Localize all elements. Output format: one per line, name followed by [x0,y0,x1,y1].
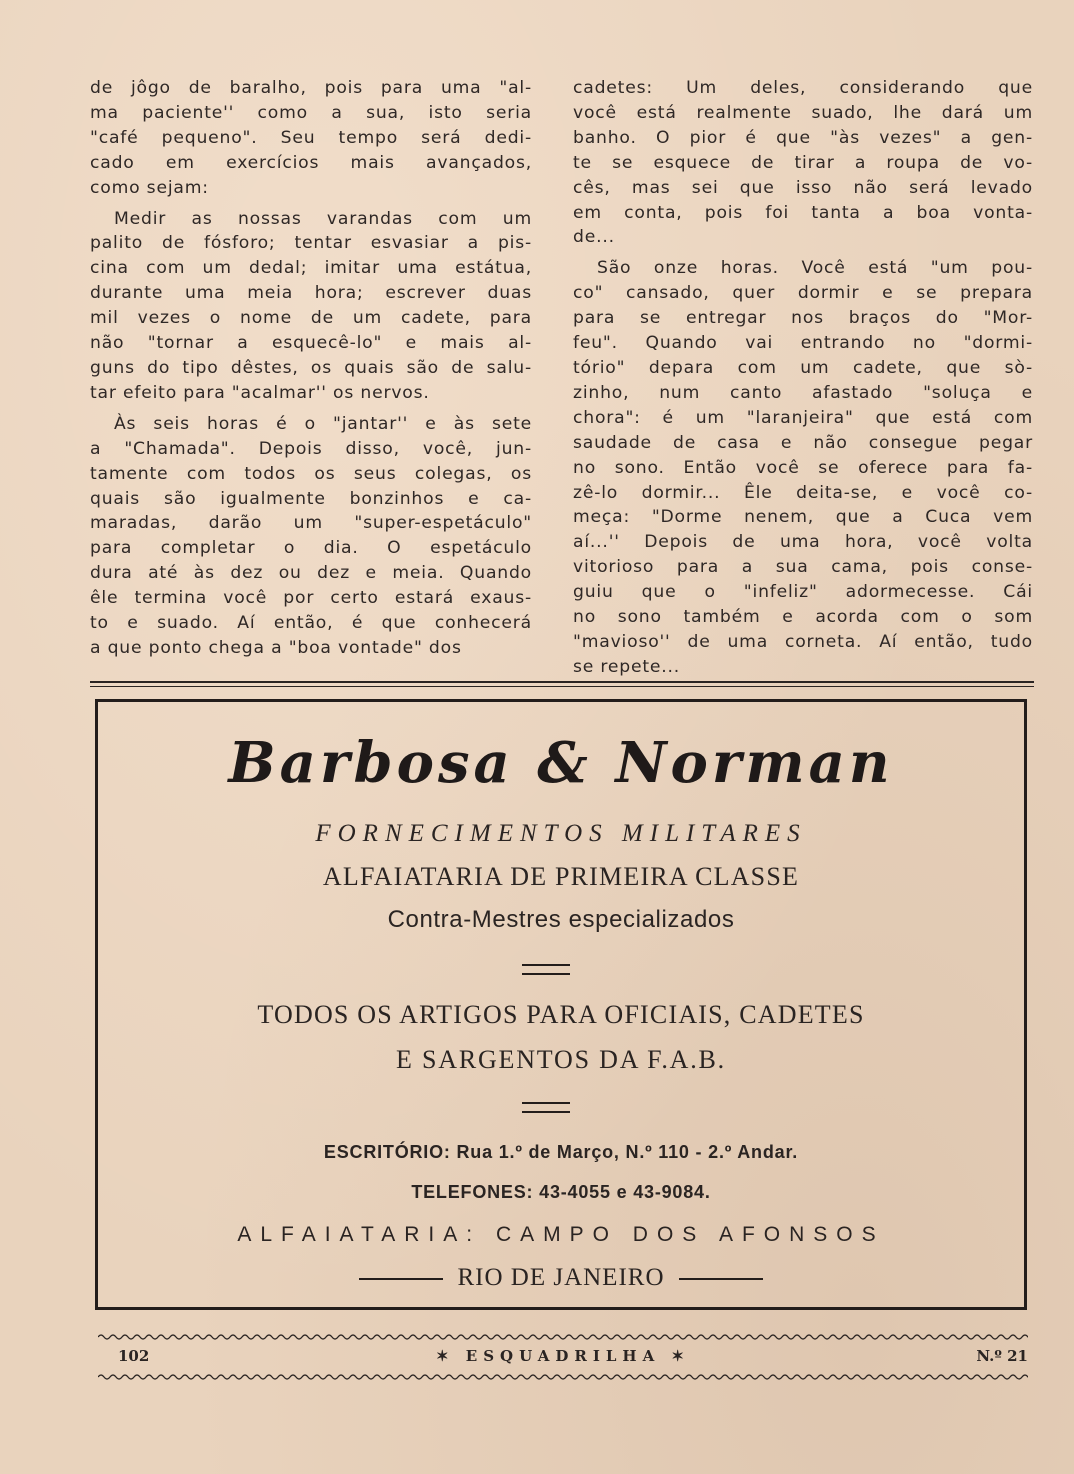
text-line: tório" depara com um cadete, que sò- [573,357,1033,378]
article-paragraph [90,207,532,406]
text-line: guns do tipo dêstes, os quais são de salu- [90,357,532,378]
text-line: tamente com todos os seus colegas, os [90,463,532,484]
ad-specialists: Contra-Mestres especializados [387,906,735,933]
text-line: banho. O pior é que "às vezes" a gen- [573,127,1033,148]
text-line: co" cansado, quer dormir e se prepara [573,283,1033,304]
dash-rule [679,1278,763,1280]
wavy-border-bottom [98,1372,1028,1382]
text-line: cina com um dedal; imitar uma estátua, [90,258,532,279]
ad-office-address: ESCRITÓRIO: Rua 1.º de Março, N.º 110 - 2.º Andar. [323,1142,799,1162]
double-rule-separator [522,964,570,975]
text-line: se repete... [573,656,681,677]
text-line: êle termina você por certo estará exaus- [90,588,532,609]
ad-tagline: ALFAIATARIA DE PRIMEIRA CLASSE [322,862,800,891]
text-line: cado em exercícios mais avançados, [90,152,532,173]
text-line: quais são igualmente bonzinhos e ca- [90,488,532,509]
text-line: tar efeito para "acalmar'' os nervos. [90,382,430,403]
page-number: 102 [118,1347,150,1365]
ad-tailor-location: ALFAIATARIA: CAMPO DOS AFONSOS [237,1223,885,1246]
text-line: feu". Quando vai entrando no "dormi- [573,333,1033,354]
dash-rule [359,1278,443,1280]
ad-phones: TELEFONES: 43-4055 e 43-9084. [411,1182,711,1202]
text-line: saudade de casa e não consegue pegar [573,432,1033,453]
text-line: São onze horas. Você está "um pou- [597,258,1033,279]
advertisement-box [95,699,1027,1310]
text-line: durante uma meia hora; escrever duas [90,283,532,304]
article-column-right [573,76,1033,686]
issue-number: N.º 21 [976,1347,1028,1365]
text-line: como sejam: [90,177,209,198]
text-line: palito de fósforo; tentar esvasiar a pis- [90,233,532,254]
text-line: cadetes: Um deles, considerando que [573,78,1033,98]
text-line: aí...'' Depois de uma hora, você volta [573,532,1033,553]
text-line: não "tornar a esquecê-lo" e mais al- [90,333,532,354]
ad-products-line1: TODOS OS ARTIGOS PARA OFICIAIS, CADETES [257,1000,865,1029]
text-line: guiu que o "infeliz" adormecesse. Cái [573,582,1033,603]
text-line: maradas, darão um "super-espetáculo" [90,513,532,534]
text-line: em conta, pois foi tanta a boa vonta- [573,202,1033,223]
text-line: mil vezes o nome de um cadete, para [90,308,532,329]
text-line: Medir as nossas varandas com um [114,208,532,229]
wavy-border-top [98,1332,1028,1342]
text-line: dura até às dez ou dez e meia. Quando [90,563,532,584]
text-line: no sono. Então você se oferece para fa- [573,457,1033,478]
text-line: de jôgo de baralho, pois para uma "al- [90,78,532,98]
text-line: vitorioso para a sua cama, pois conse- [573,557,1033,578]
double-rule-separator [522,1102,570,1113]
text-line: a "Chamada". Depois disso, você, jun- [90,438,532,459]
text-line: meça: "Dorme nenem, que a Cuca vem [573,507,1033,528]
text-line: zinho, num canto afastado "soluça e [573,382,1033,403]
text-line: para completar o dia. O espetáculo [90,538,532,559]
text-line: ma paciente'' como a sua, isto seria [90,102,532,123]
text-line: para se entregar nos braços do "Mor- [573,308,1033,329]
text-line: a que ponto chega a "boa vontade" dos [90,637,462,658]
ad-products-line2: E SARGENTOS DA F.A.B. [396,1045,726,1074]
divider-rule [90,681,1034,683]
text-line: no sono também e acorda com o som [573,607,1033,628]
text-line: "café pequeno". Seu tempo será dedi- [90,127,532,148]
text-line: cês, mas sei que isso não será levado [573,177,1033,198]
text-line: zê-lo dormir... Êle deita-se, e você co- [573,482,1033,503]
ad-subtitle: FORNECIMENTOS MILITARES [315,820,807,847]
text-line: to e suado. Aí então, é que conhecerá [90,613,532,634]
divider-rule-thin [90,686,1034,687]
ad-city: RIO DE JANEIRO [457,1264,665,1291]
text-line: Às seis horas é o "jantar'' e às sete [114,413,532,434]
text-line: você está realmente suado, lhe dará um [573,102,1033,123]
ad-title: Barbosa & Norman [228,730,894,796]
article-paragraph [90,76,532,201]
text-line: "mavioso'' de uma corneta. Aí então, tudo [573,631,1033,652]
text-line: chora": é um "laranjeira" que está com [573,407,1033,428]
article-column-left [90,76,532,667]
magazine-name: ✶ ESQUADRILHA ✶ [435,1347,691,1365]
page-footer [98,1347,1028,1369]
text-line: te se esquece de tirar a roupa de vo- [573,152,1033,173]
ad-city-line [98,1264,1024,1292]
article-paragraph [90,412,532,661]
article-paragraph [573,76,1033,250]
text-line: de... [573,227,615,248]
article-paragraph [573,256,1033,679]
